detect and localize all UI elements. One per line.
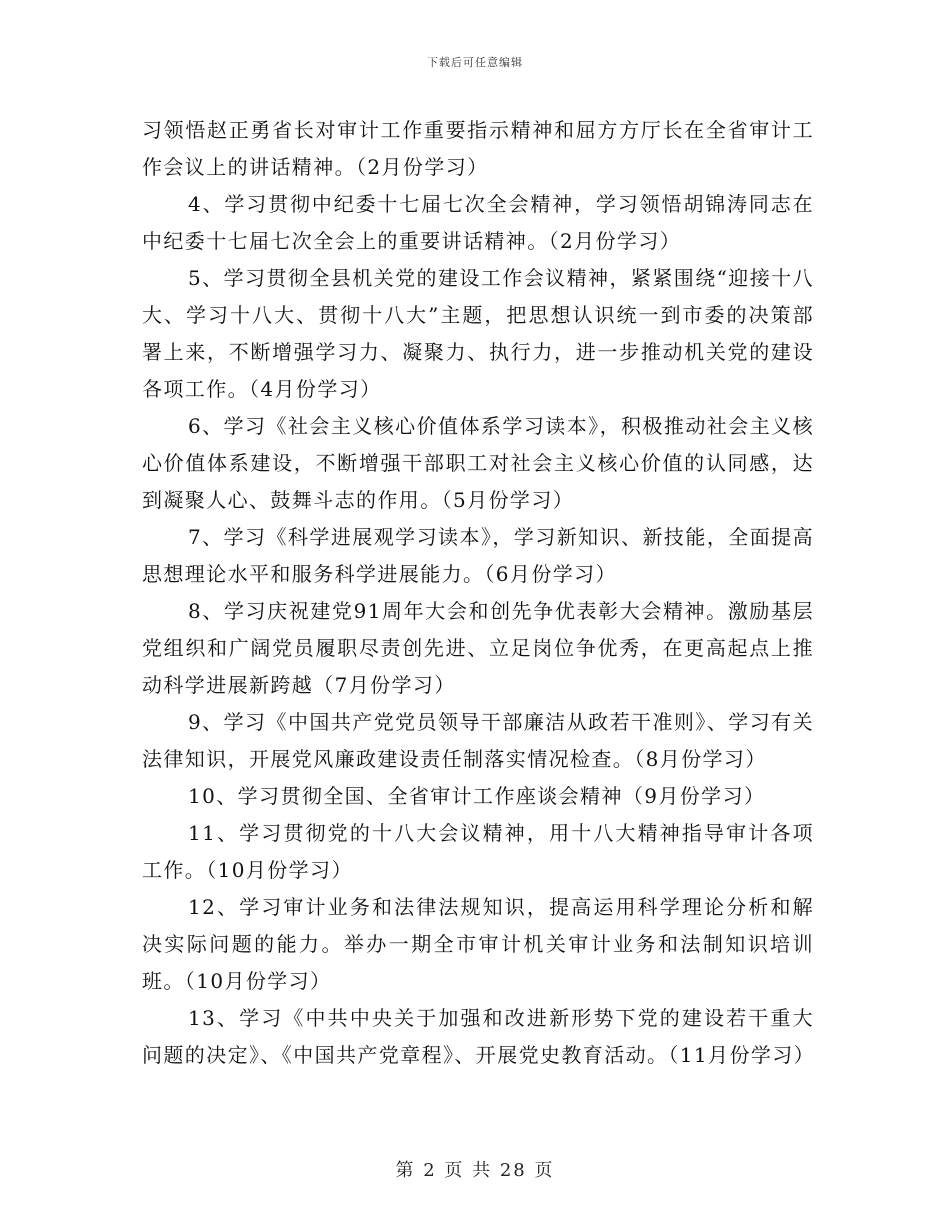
paragraph-item-7: 7、学习《科学进展观学习读本》，学习新知识、新技能，全面提高思想理论水平和服务科学进展能力。（6月份学习）	[142, 525, 814, 586]
paragraph-item-6: 6、学习《社会主义核心价值体系学习读本》，积极推动社会主义核心价值体系建设，不断增强干部职工对社会主义核心价值的认同感，达到凝聚人心、鼓舞斗志的作用。（5月份学习）	[142, 414, 814, 512]
header-note: 下载后可任意编辑	[427, 56, 523, 69]
paragraph-item-8: 8、学习庆祝建党91周年大会和创先争优表彰大会精神。激励基层党组织和广阔党员履职尽责创先进、立足岗位争优秀，在更高起点上推动科学进展新跨越（7月份学习）	[142, 599, 814, 697]
paragraph-continuation: 习领悟赵正勇省长对审计工作重要指示精神和屈方方厅长在全省审计工作会议上的讲话精神。（2月份学习）	[142, 118, 814, 179]
paragraph-item-10: 10、学习贯彻全国、全省审计工作座谈会精神（9月份学习）	[188, 784, 766, 808]
paragraph-item-9: 9、学习《中国共产党党员领导干部廉洁从政若干准则》、学习有关法律知识，开展党风廉政建设责任制落实情况检查。（8月份学习）	[142, 710, 814, 771]
paragraph-item-5: 5、学习贯彻全县机关党的建设工作会议精神，紧紧围绕“迎接十八大、学习十八大、贯彻十八大”主题，把思想认识统一到市委的决策部署上来，不断增强学习力、凝聚力、执行力，进一步推动机关党的建设各项工作。（4月份学习）	[142, 266, 814, 401]
paragraph-item-12: 12、学习审计业务和法律法规知识，提高运用科学理论分析和解决实际问题的能力。举办一期全市审计机关审计业务和法制知识培训班。（10月份学习）	[142, 895, 814, 993]
paragraph-item-11: 11、学习贯彻党的十八大会议精神，用十八大精神指导审计各项工作。（10月份学习）	[142, 821, 814, 882]
paragraph-item-4: 4、学习贯彻中纪委十七届七次全会精神，学习领悟胡锦涛同志在中纪委十七届七次全会上的重要讲话精神。（2月份学习）	[142, 192, 814, 253]
document-body	[142, 112, 814, 1074]
paragraph-item-13: 13、学习《中共中央关于加强和改进新形势下党的建设若干重大问题的决定》、《中国共产党章程》、开展党史教育活动。（11月份学习）	[142, 1006, 816, 1067]
page-number: 第 2 页 共 28 页	[395, 1160, 555, 1181]
